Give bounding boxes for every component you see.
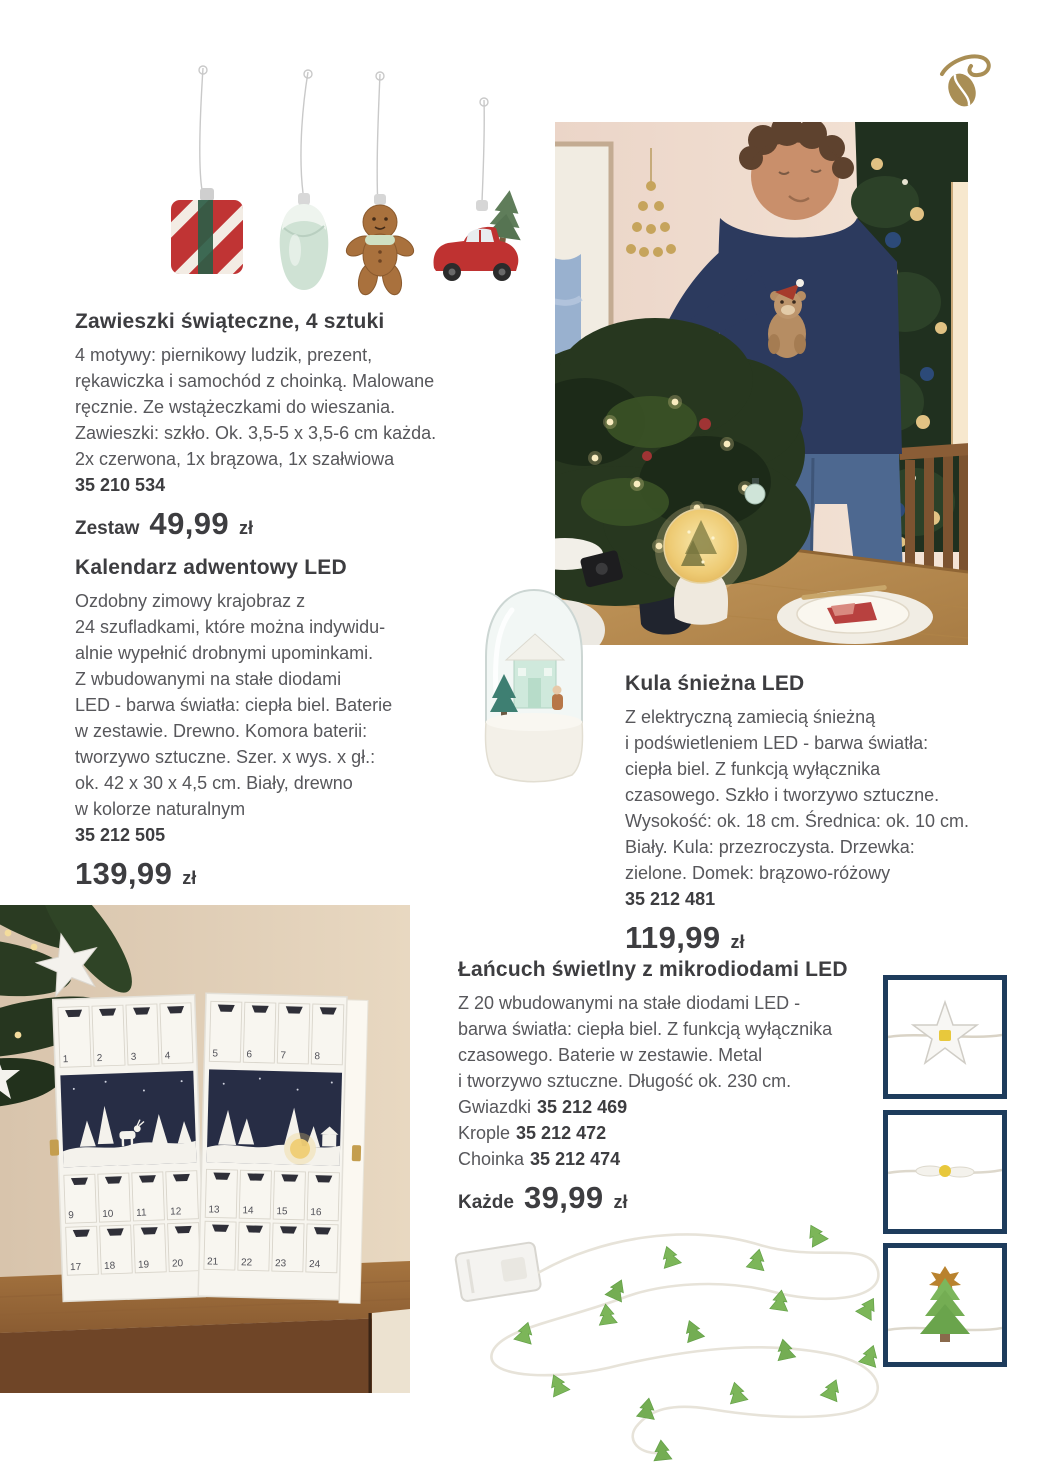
gold-clasp-left bbox=[50, 1139, 60, 1155]
svg-text:9: 9 bbox=[68, 1210, 75, 1222]
svg-text:16: 16 bbox=[310, 1207, 322, 1219]
svg-text:17: 17 bbox=[69, 1261, 82, 1274]
star-light-icon bbox=[888, 980, 1002, 1094]
sage-glass-ornament bbox=[280, 193, 329, 290]
product-description: Ozdobny zimowy krajobraz z 24 szufladkami, które można indywidu- alnie wypełnić drobnymi upominkami. Z wbudowanymi na stałe diodami LED - barwa światła: ciepła biel. Baterie w zestawie. Drewno. Komora baterii: tworzywo sztuczne. Szer. x wys. x gł.: ok. 42 x 30 x 4,5 cm. Biały, drewno w kolorze naturalnym bbox=[75, 591, 393, 819]
snow-globe-figure bbox=[552, 686, 563, 711]
svg-text:18: 18 bbox=[103, 1260, 116, 1272]
product-title: Łańcuch świetlny z mikrodiodami LED bbox=[458, 958, 848, 981]
product-description: Z 20 wbudowanymi na stałe diodami LED - barwa światła: ciepła biel. Z funkcją wyłącznika czasowego. Baterie w zestawie. Metal i tworzywo sztuczne. Długość ok. 230 cm. bbox=[458, 993, 833, 1091]
price-amount: 139,99 bbox=[75, 856, 173, 891]
svg-text:19: 19 bbox=[137, 1259, 150, 1271]
product-description: Z elektryczną zamiecią śnieżną i podświetleniem LED - barwa światła: ciepła biel. Z funkcją wyłącznika czasowego. Szkło i tworzywo sztuczne. Wysokość: ok. 18 cm. Średnica: ok. 10 cm. Biały. Kula: przezroczysta. Drzewka: zielone. Domek: brązowo-różowy bbox=[625, 707, 969, 883]
svg-text:8: 8 bbox=[314, 1051, 321, 1063]
price-amount: 39,99 bbox=[523, 1180, 604, 1215]
lifestyle-photo-child-decorating-tree bbox=[555, 122, 968, 645]
svg-text:2: 2 bbox=[96, 1052, 103, 1065]
string-lights-product-image bbox=[440, 1213, 895, 1463]
svg-text:7: 7 bbox=[280, 1050, 287, 1062]
snow-globe-product-image bbox=[468, 582, 600, 797]
svg-text:15: 15 bbox=[276, 1206, 288, 1218]
tree-light-icon bbox=[888, 1248, 1002, 1362]
price-amount: 119,99 bbox=[625, 920, 721, 955]
variant-label: Krople bbox=[458, 1123, 511, 1143]
product-price bbox=[625, 920, 985, 956]
product-title: Kula śnieżna LED bbox=[625, 672, 805, 695]
drop-light-icon bbox=[888, 1115, 1002, 1229]
gold-clasp-right bbox=[352, 1145, 361, 1161]
brand-logo coffee-bean-swirl-icon bbox=[936, 48, 992, 108]
svg-text:10: 10 bbox=[102, 1208, 114, 1221]
advent-calendar-photo bbox=[0, 905, 410, 1393]
cream-cabinet bbox=[372, 1309, 410, 1393]
svg-text:24: 24 bbox=[308, 1259, 321, 1271]
svg-text:20: 20 bbox=[171, 1258, 184, 1270]
product-sku: 35 212 505 bbox=[75, 825, 166, 845]
price-currency: zł bbox=[613, 1192, 628, 1212]
product-title: Kalendarz adwentowy LED bbox=[75, 556, 347, 579]
variant-row-gwiazdki bbox=[458, 1094, 883, 1120]
product-sku: 35 210 534 bbox=[75, 475, 166, 495]
advent-calendar-book bbox=[45, 993, 368, 1303]
variant-thumb-tree bbox=[883, 1243, 1007, 1367]
papercut-scene bbox=[207, 1069, 342, 1165]
product-price bbox=[75, 856, 475, 892]
variant-label: Gwiazdki bbox=[458, 1097, 532, 1117]
price-amount: 49,99 bbox=[149, 506, 229, 541]
svg-text:13: 13 bbox=[208, 1204, 220, 1216]
ornaments-product-image bbox=[140, 60, 540, 310]
svg-text:14: 14 bbox=[242, 1205, 254, 1217]
product-zawieszki bbox=[75, 310, 475, 542]
product-title: Zawieszki świąteczne, 4 sztuki bbox=[75, 310, 385, 333]
variant-thumb-drop bbox=[883, 1110, 1007, 1234]
car-with-tree-ornament bbox=[434, 188, 528, 281]
product-kula-sniezna bbox=[625, 672, 985, 956]
svg-text:3: 3 bbox=[130, 1051, 137, 1063]
svg-text:4: 4 bbox=[164, 1050, 171, 1062]
variant-row-krople bbox=[458, 1120, 883, 1146]
svg-text:11: 11 bbox=[136, 1207, 147, 1219]
variant-sku: 35 212 469 bbox=[537, 1097, 628, 1117]
product-price bbox=[458, 1180, 883, 1216]
variant-label: Choinka bbox=[458, 1149, 525, 1169]
light-wire bbox=[491, 1234, 878, 1453]
product-sku: 35 212 481 bbox=[625, 889, 716, 909]
price-currency: zł bbox=[182, 868, 197, 888]
price-currency: zł bbox=[239, 518, 254, 538]
price-prefix: Każde bbox=[458, 1192, 514, 1213]
variant-sku: 35 212 472 bbox=[516, 1123, 607, 1143]
price-prefix: Zestaw bbox=[75, 518, 140, 539]
svg-text:1: 1 bbox=[62, 1054, 69, 1066]
svg-text:21: 21 bbox=[206, 1256, 219, 1268]
variant-thumb-star bbox=[883, 975, 1007, 1099]
gingerbread-ornament bbox=[343, 194, 417, 297]
hanging-strings bbox=[199, 66, 488, 208]
svg-text:6: 6 bbox=[246, 1049, 253, 1061]
svg-text:23: 23 bbox=[274, 1258, 287, 1270]
product-description: 4 motywy: piernikowy ludzik, prezent, rękawiczka i samochód z choinką. Malowane ręcznie. Ze wstążeczkami do wieszania. Zawieszki: szkło. Ok. 3,5-5 x 3,5-6 cm każda. 2x czerwona, 1x brązowa, 1x szałwiowa bbox=[75, 345, 437, 469]
variant-row-choinka bbox=[458, 1146, 883, 1172]
product-price bbox=[75, 506, 475, 542]
price-currency: zł bbox=[730, 932, 745, 952]
svg-text:22: 22 bbox=[240, 1257, 253, 1269]
product-lancuch bbox=[458, 958, 883, 1216]
variant-sku: 35 212 474 bbox=[530, 1149, 621, 1169]
svg-text:5: 5 bbox=[212, 1048, 219, 1060]
papercut-scene bbox=[60, 1071, 196, 1168]
product-kalendarz bbox=[75, 556, 475, 892]
gift-ornament bbox=[149, 174, 273, 298]
battery-pack bbox=[455, 1242, 542, 1302]
svg-text:12: 12 bbox=[170, 1206, 182, 1218]
